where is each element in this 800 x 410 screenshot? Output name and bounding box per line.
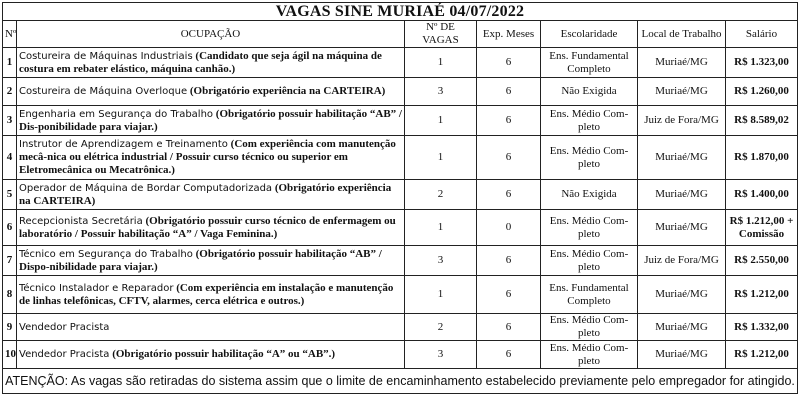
attention-note: ATENÇÃO: As vagas são retiradas do sistema assim que o limite de encaminhamento estabelecido previamente pelo empregador for atingido. [3,369,798,394]
occupation-requirement: (Candidato que seja ágil na máquina de costura em rebater elástico, máquina canhão.) [19,49,382,75]
work-location: Muriaé/MG [638,276,726,314]
education-level: Ens. Médio Com-pleto [541,341,638,369]
occupation-cell [17,136,405,180]
table-row [3,136,798,180]
work-location: Muriaé/MG [638,314,726,341]
experience-months: 6 [477,314,541,341]
occupation-requirement: (Obrigatório possuir habilitação “AB” / Dis-ponibilidade para viajar.) [19,107,402,133]
occupation-cell [17,210,405,246]
work-location: Muriaé/MG [638,48,726,78]
occupation-name: Costureira de Máquinas Industriais [19,50,193,62]
table-row [3,48,798,78]
page-title: VAGAS SINE MURIAÉ 04/07/2022 [3,3,798,21]
row-number: 7 [3,246,17,276]
table-row [3,341,798,369]
occupation-name: Operador de Máquina de Bordar Computadorizada [19,182,273,194]
experience-months: 0 [477,210,541,246]
occupation-name: Técnico Instalador e Reparador [19,282,174,294]
salary-value: R$ 1.212,00 [726,276,798,314]
education-level: Ens. Médio Com-pleto [541,136,638,180]
header-exp: Exp. Meses [477,21,541,48]
education-level: Ens. Médio Com-pleto [541,210,638,246]
occupation-cell [17,106,405,136]
header-row [3,21,798,48]
vacancies-count: 1 [405,48,477,78]
occupation-name: Vendedor Pracista [19,321,110,333]
occupation-name: Costureira de Máquina Overloque [19,86,188,97]
education-level: Não Exigida [541,180,638,210]
row-number: 4 [3,136,17,180]
occupation-requirement: (Obrigatório possuir habilitação “AB” / Dispo-nibilidade para viajar.) [19,247,382,273]
table-row [3,246,798,276]
vacancies-count: 2 [405,180,477,210]
occupation-name: Técnico em Segurança do Trabalho [19,248,193,260]
experience-months: 6 [477,78,541,106]
occupation-requirement: (Obrigatório possuir habilitação “A” ou “AB”.) [112,348,336,360]
row-number: 5 [3,180,17,210]
row-number: 8 [3,276,17,314]
table-row [3,106,798,136]
occupation-cell [17,78,405,106]
education-level: Ens. Fundamental Completo [541,48,638,78]
occupation-requirement: (Com experiência com manutenção mecâ-nica ou elétrica industrial / Possuir curso técnico ou superior em Eletromecânica ou Mecatrônica.) [19,138,396,176]
work-location: Muriaé/MG [638,210,726,246]
education-level: Ens. Médio Com-pleto [541,314,638,341]
occupation-cell [17,246,405,276]
education-level: Ens. Médio Com-pleto [541,106,638,136]
row-number: 9 [3,314,17,341]
header-escolaridade: Escolaridade [541,21,638,48]
table-row [3,180,798,210]
occupation-requirement: (Com experiência em instalação e manutenção de linhas telefônicas, CFTV, alarmes, cerca elétrica e outros.) [19,281,394,307]
row-number: 6 [3,210,17,246]
experience-months: 6 [477,246,541,276]
header-num: Nº [3,21,17,48]
vacancies-count: 3 [405,246,477,276]
job-listing-sheet [2,2,797,394]
experience-months: 6 [477,341,541,369]
work-location: Muriaé/MG [638,341,726,369]
table-row [3,78,798,106]
work-location: Muriaé/MG [638,78,726,106]
salary-value: R$ 1.212,00 [726,341,798,369]
table-row [3,210,798,246]
occupation-cell [17,180,405,210]
row-number: 10 [3,341,17,369]
occupation-name: Engenharia em Segurança do Trabalho [19,108,214,120]
salary-value: R$ 1.332,00 [726,314,798,341]
work-location: Muriaé/MG [638,136,726,180]
occupation-cell [17,48,405,78]
occupation-cell [17,276,405,314]
salary-value: R$ 8.589,02 [726,106,798,136]
row-number: 2 [3,78,17,106]
row-number: 3 [3,106,17,136]
salary-value: R$ 2.550,00 [726,246,798,276]
occupation-requirement: (Obrigatório experiência na CARTEIRA) [189,85,386,97]
occupation-cell [17,314,405,341]
vacancies-count: 3 [405,78,477,106]
row-number: 1 [3,48,17,78]
vacancies-count: 1 [405,276,477,314]
work-location: Juiz de Fora/MG [638,246,726,276]
salary-value: R$ 1.212,00 + Comissão [726,210,798,246]
experience-months: 6 [477,106,541,136]
experience-months: 6 [477,48,541,78]
experience-months: 6 [477,136,541,180]
work-location: Muriaé/MG [638,180,726,210]
vacancies-count: 1 [405,136,477,180]
education-level: Ens. Fundamental Completo [541,276,638,314]
salary-value: R$ 1.400,00 [726,180,798,210]
occupation-requirement: (Obrigatório possuir curso técnico de enfermagem ou laboratório / Possuir habilitação “A” / Vaga Feminina.) [19,214,396,240]
salary-value: R$ 1.260,00 [726,78,798,106]
header-salario: Salário [726,21,798,48]
vacancies-count: 3 [405,341,477,369]
occupation-cell [17,341,405,369]
vacancies-count: 2 [405,314,477,341]
header-ocupacao: OCUPAÇÃO [17,21,405,48]
salary-value: R$ 1.870,00 [726,136,798,180]
vacancies-count: 1 [405,106,477,136]
table-row [3,276,798,314]
occupation-name: Vendedor Pracista [19,349,110,360]
table-row [3,314,798,341]
experience-months: 6 [477,276,541,314]
occupation-requirement: (Obrigatório experiência na CARTEIRA) [19,181,392,207]
header-local: Local de Trabalho [638,21,726,48]
education-level: Ens. Médio Com-pleto [541,246,638,276]
header-vagas: Nº DE VAGAS [405,21,477,48]
education-level: Não Exigida [541,78,638,106]
experience-months: 6 [477,180,541,210]
occupation-name: Instrutor de Aprendizagem e Treinamento [19,139,228,150]
occupation-name: Recepcionista Secretária [19,215,143,227]
work-location: Juiz de Fora/MG [638,106,726,136]
vacancies-count: 1 [405,210,477,246]
salary-value: R$ 1.323,00 [726,48,798,78]
vacancies-table [2,2,798,394]
